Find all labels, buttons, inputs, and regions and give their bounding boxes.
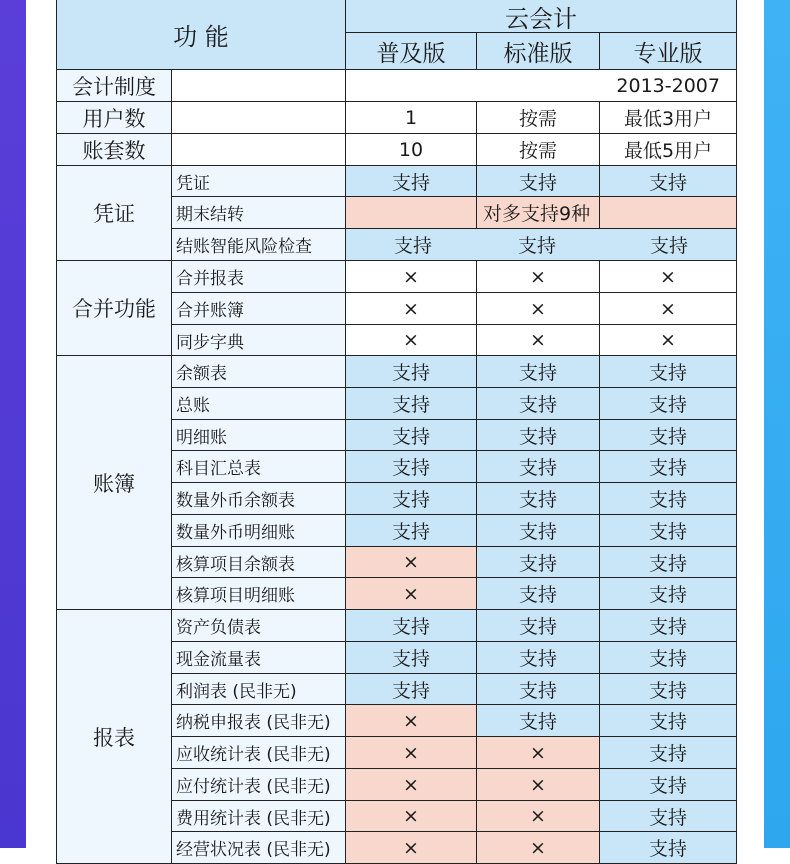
support-cell: 支持 bbox=[600, 420, 737, 451]
support-text: 支持 bbox=[394, 235, 433, 257]
users-pro: 最低3用户 bbox=[600, 102, 737, 134]
right-decorative-band bbox=[764, 0, 790, 848]
account-sets-pro: 最低5用户 bbox=[600, 134, 737, 166]
feature-voucher: 凭证 bbox=[172, 166, 346, 197]
support-cell: 支持 bbox=[600, 832, 737, 864]
feature-income-statement: 利润表 (民非无) bbox=[172, 674, 346, 705]
users-standard: 按需 bbox=[477, 102, 600, 134]
feature-balance-sheet-ledger: 余额表 bbox=[172, 356, 346, 388]
users-label: 用户数 bbox=[56, 102, 172, 134]
feature-receivables-stats: 应收统计表 (民非无) bbox=[172, 737, 346, 769]
accounting-system-value: 2013-2007 bbox=[346, 70, 737, 102]
support-cell: 支持 bbox=[600, 388, 737, 420]
support-cell: 支持 bbox=[477, 578, 600, 610]
cross-cell: × bbox=[477, 737, 600, 769]
cross-cell: × bbox=[600, 325, 737, 356]
cross-cell: × bbox=[346, 769, 477, 801]
users-basic: 1 bbox=[346, 102, 477, 134]
cross-cell: × bbox=[346, 737, 477, 769]
support-cell: 支持 bbox=[346, 674, 477, 705]
feature-qty-fx-detail: 数量外币明细账 bbox=[172, 515, 346, 547]
unsupported-cell bbox=[346, 197, 477, 229]
feature-tax-return: 纳税申报表 (民非无) bbox=[172, 705, 346, 737]
cross-cell: × bbox=[346, 261, 477, 293]
support-cell: 支持 bbox=[477, 388, 600, 420]
group-reports: 报表 bbox=[56, 610, 172, 864]
cross-cell: × bbox=[477, 293, 600, 325]
group-consolidation: 合并功能 bbox=[56, 261, 172, 356]
support-cell: 支持 bbox=[346, 515, 477, 547]
cross-cell: × bbox=[346, 705, 477, 737]
account-sets-basic: 10 bbox=[346, 134, 477, 166]
support-cell: 支持 bbox=[600, 166, 737, 197]
support-cell: 支持 bbox=[600, 578, 737, 610]
cross-cell: × bbox=[477, 261, 600, 293]
support-cell: 支持 bbox=[346, 388, 477, 420]
support-text: 支持 bbox=[518, 235, 557, 257]
feature-aux-detail: 核算项目明细账 bbox=[172, 578, 346, 610]
support-cell: 支持 bbox=[477, 166, 600, 197]
group-voucher: 凭证 bbox=[56, 166, 172, 261]
edition-comparison-table bbox=[26, 0, 764, 860]
support-cell: 支持 bbox=[346, 166, 477, 197]
support-cell: 支持 bbox=[346, 356, 477, 388]
feature-closing-risk-check: 结账智能风险检查 bbox=[172, 229, 346, 261]
empty-cell bbox=[172, 102, 346, 134]
support-cell: 支持 bbox=[477, 705, 600, 737]
account-sets-label: 账套数 bbox=[56, 134, 172, 166]
support-cell: 支持 bbox=[477, 483, 600, 515]
support-cell: 支持 bbox=[477, 420, 600, 451]
support-cell: 支持 bbox=[477, 674, 600, 705]
feature-sync-dictionary: 同步字典 bbox=[172, 325, 346, 356]
empty-cell bbox=[172, 70, 346, 102]
support-cell: 支持 bbox=[346, 642, 477, 674]
support-cell: 支持 bbox=[477, 610, 600, 642]
feature-expense-stats: 费用统计表 (民非无) bbox=[172, 801, 346, 832]
header-function-label: 功 能 bbox=[56, 0, 346, 70]
cross-cell: × bbox=[346, 325, 477, 356]
cross-cell: × bbox=[346, 293, 477, 325]
support-cell: 支持 bbox=[477, 642, 600, 674]
empty-cell bbox=[172, 134, 346, 166]
feature-consolidated-ledger: 合并账簿 bbox=[172, 293, 346, 325]
cross-cell: × bbox=[477, 325, 600, 356]
closing-risk-support-row bbox=[346, 229, 737, 261]
feature-period-end-carryover: 期末结转 bbox=[172, 197, 346, 229]
cross-cell: × bbox=[346, 547, 477, 578]
support-cell: 支持 bbox=[600, 610, 737, 642]
cross-cell: × bbox=[346, 578, 477, 610]
feature-balance-sheet: 资产负债表 bbox=[172, 610, 346, 642]
feature-consolidated-report: 合并报表 bbox=[172, 261, 346, 293]
accounting-system-label: 会计制度 bbox=[56, 70, 172, 102]
support-cell: 支持 bbox=[600, 642, 737, 674]
support-cell: 支持 bbox=[477, 451, 600, 483]
support-cell: 支持 bbox=[600, 674, 737, 705]
left-decorative-band bbox=[0, 0, 26, 848]
cross-cell: × bbox=[477, 801, 600, 832]
cross-cell: × bbox=[600, 293, 737, 325]
cross-cell: × bbox=[477, 769, 600, 801]
support-cell: 支持 bbox=[346, 610, 477, 642]
support-cell: 支持 bbox=[477, 547, 600, 578]
support-cell: 支持 bbox=[346, 451, 477, 483]
group-ledger: 账簿 bbox=[56, 356, 172, 610]
header-edition-basic: 普及版 bbox=[346, 33, 477, 70]
feature-payables-stats: 应付统计表 (民非无) bbox=[172, 769, 346, 801]
feature-account-summary: 科目汇总表 bbox=[172, 451, 346, 483]
support-cell: 支持 bbox=[477, 515, 600, 547]
support-cell: 支持 bbox=[600, 483, 737, 515]
feature-operating-status: 经营状况表 (民非无) bbox=[172, 832, 346, 864]
unsupported-cell bbox=[600, 197, 737, 229]
support-text: 支持 bbox=[650, 235, 689, 257]
cross-cell: × bbox=[600, 261, 737, 293]
support-cell: 支持 bbox=[346, 483, 477, 515]
account-sets-standard: 按需 bbox=[477, 134, 600, 166]
support-cell: 支持 bbox=[600, 356, 737, 388]
feature-cash-flow: 现金流量表 bbox=[172, 642, 346, 674]
support-cell: 支持 bbox=[600, 737, 737, 769]
support-cell: 支持 bbox=[600, 515, 737, 547]
support-cell: 支持 bbox=[600, 705, 737, 737]
header-product-name: 云会计 bbox=[346, 0, 737, 33]
cross-cell: × bbox=[477, 832, 600, 864]
support-cell: 支持 bbox=[600, 547, 737, 578]
support-cell: 支持 bbox=[600, 801, 737, 832]
carryover-merged-note: 对多支持9种 bbox=[477, 197, 600, 229]
feature-aux-balance: 核算项目余额表 bbox=[172, 547, 346, 578]
support-cell: 支持 bbox=[346, 420, 477, 451]
support-cell: 支持 bbox=[477, 356, 600, 388]
cross-cell: × bbox=[346, 801, 477, 832]
header-edition-standard: 标准版 bbox=[477, 33, 600, 70]
header-edition-pro: 专业版 bbox=[600, 33, 737, 70]
support-cell: 支持 bbox=[600, 451, 737, 483]
feature-general-ledger: 总账 bbox=[172, 388, 346, 420]
feature-qty-fx-balance: 数量外币余额表 bbox=[172, 483, 346, 515]
cross-cell: × bbox=[346, 832, 477, 864]
feature-detail-ledger: 明细账 bbox=[172, 420, 346, 451]
support-cell: 支持 bbox=[600, 769, 737, 801]
